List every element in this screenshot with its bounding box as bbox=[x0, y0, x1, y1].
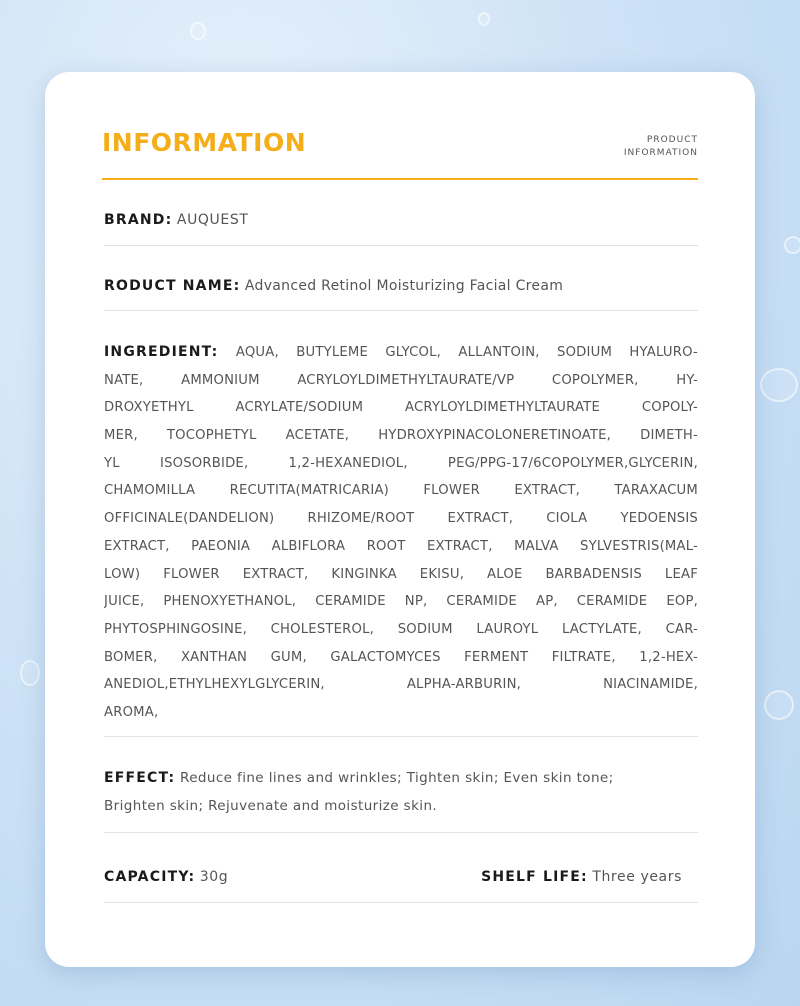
ingredient-line: JUICE, PHENOXYETHANOL, CERAMIDE NP, CERAMIDE AP, CERAMIDE EOP, bbox=[104, 594, 698, 610]
capacity-shelf-row bbox=[104, 867, 698, 903]
effect-label: EFFECT: bbox=[104, 770, 176, 786]
page-subtitle bbox=[624, 134, 698, 160]
brand-label: BRAND: bbox=[104, 212, 173, 228]
ingredient-line: ANEDIOL,ETHYLHEXYLGLYCERIN, ALPHA-ARBURIN, NIACINAMIDE, bbox=[104, 677, 698, 693]
page-title: INFORMATION bbox=[102, 128, 307, 157]
ingredient-text: AQUA, BUTYLEME GLYCOL, ALLANTOIN, SODIUM HYALURO- bbox=[235, 345, 698, 360]
shelf-life-value: Three years bbox=[592, 869, 682, 885]
background-bubble bbox=[20, 660, 40, 686]
card-header bbox=[102, 128, 698, 180]
ingredient-label: INGREDIENT: bbox=[104, 344, 219, 360]
background-bubble bbox=[478, 12, 490, 26]
product-name-label: RODUCT NAME: bbox=[104, 278, 241, 294]
ingredient-line: AROMA, bbox=[104, 704, 159, 720]
subtitle-line: PRODUCT bbox=[646, 135, 698, 145]
background-bubble bbox=[190, 22, 206, 40]
ingredient-line: OFFICINALE(DANDELION) RHIZOME/ROOT EXTRACT, CIOLA YEDOENSIS bbox=[104, 511, 698, 527]
shelf-life-group bbox=[481, 867, 682, 887]
product-name-value: Advanced Retinol Moisturizing Facial Cream bbox=[244, 278, 564, 294]
background-bubble bbox=[760, 368, 798, 402]
capacity-group bbox=[104, 867, 228, 887]
product-name-row bbox=[104, 276, 698, 311]
shelf-life-label: SHELF LIFE: bbox=[481, 869, 588, 885]
effect-text: Brighten skin; Rejuvenate and moisturize skin. bbox=[104, 798, 438, 814]
ingredient-line: MER, TOCOPHETYL ACETATE, HYDROXYPINACOLONERETINOATE, DIMETH- bbox=[104, 428, 698, 444]
background-bubble bbox=[784, 236, 800, 254]
ingredient-line: BOMER, XANTHAN GUM, GALACTOMYCES FERMENT FILTRATE, 1,2-HEX- bbox=[104, 649, 698, 665]
effect-text: Reduce fine lines and wrinkles; Tighten skin; Even skin tone; bbox=[180, 770, 614, 786]
effect-row bbox=[104, 764, 698, 833]
ingredient-line: NATE, AMMONIUM ACRYLOYLDIMETHYLTAURATE/VP COPOLYMER, HY- bbox=[104, 372, 698, 388]
ingredient-row bbox=[104, 339, 698, 737]
ingredient-line: EXTRACT, PAEONIA ALBIFLORA ROOT EXTRACT, MALVA SYLVESTRIS(MAL- bbox=[104, 538, 698, 554]
brand-row bbox=[104, 210, 698, 246]
ingredient-line: PHYTOSPHINGOSINE, CHOLESTEROL, SODIUM LAUROYL LACTYLATE, CAR- bbox=[104, 621, 698, 637]
ingredient-line: YL ISOSORBIDE, 1,2-HEXANEDIOL, PEG/PPG-17/6COPOLYMER,GLYCERIN, bbox=[104, 455, 698, 471]
subtitle-line: INFORMATION bbox=[623, 148, 698, 158]
capacity-label: CAPACITY: bbox=[104, 869, 196, 885]
info-card bbox=[45, 72, 755, 967]
ingredient-line bbox=[104, 339, 698, 367]
background-bubble bbox=[764, 690, 794, 720]
brand-value: AUQUEST bbox=[176, 212, 249, 228]
ingredient-line: LOW) FLOWER EXTRACT, KINGINKA EKISU, ALOE BARBADENSIS LEAF bbox=[104, 566, 698, 582]
capacity-value: 30g bbox=[199, 869, 229, 885]
ingredient-line: CHAMOMILLA RECUTITA(MATRICARIA) FLOWER EXTRACT, TARAXACUM bbox=[104, 483, 698, 499]
ingredient-line: DROXYETHYL ACRYLATE/SODIUM ACRYLOYLDIMETHYLTAURATE COPOLY- bbox=[104, 400, 698, 416]
